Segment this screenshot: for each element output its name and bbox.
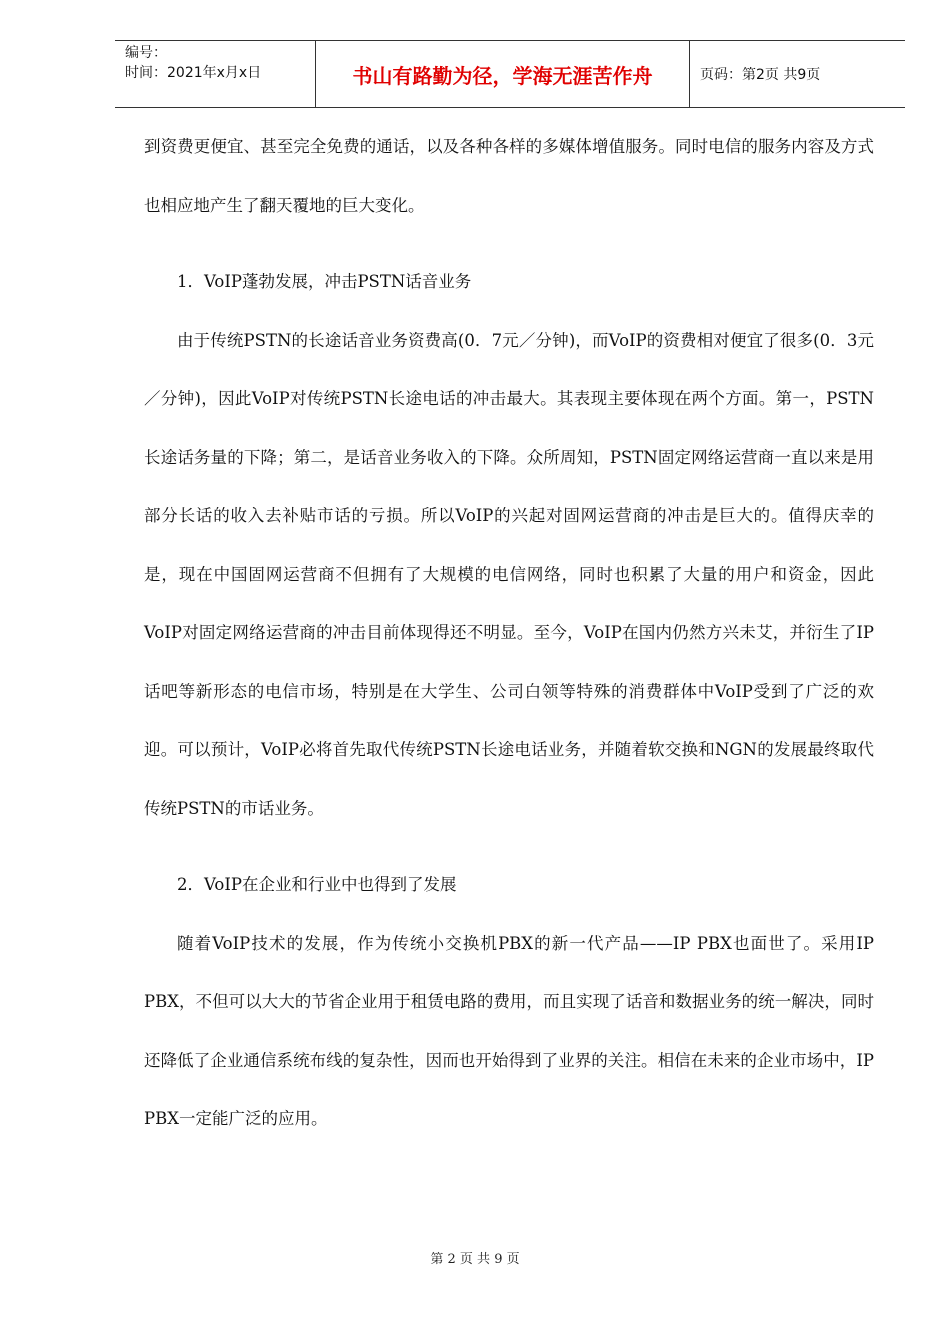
document-time-label: 时间：2021年x月x日 xyxy=(125,65,262,81)
page-footer: 第 2 页 共 9 页 xyxy=(430,1252,520,1267)
page-header xyxy=(115,40,905,108)
paragraph-section-2: 随着VoIP技术的发展，作为传统小交换机PBX的新一代产品——IP PBX也面世了。采用IP PBX，不但可以大大的节省企业用于租赁电路的费用，而且实现了话音和数据业务的统一解决，同时还降低了企业通信系统布线的复杂性，因而也开始得到了业界的关注。相信在未来的企业市场中，IP PBX一定能广泛的应用。 xyxy=(144,933,874,1128)
paragraph-continuation: 到资费更便宜、甚至完全免费的通话，以及各种各样的多媒体增值服务。同时电信的服务内容及方式也相应地产生了翻天覆地的巨大变化。 xyxy=(144,137,874,215)
header-motto: 书山有路勤为径，学海无涯苦作舟 xyxy=(316,41,690,107)
header-page-info: 页码：第2页 共9页 xyxy=(700,67,821,83)
section-heading-1: 1．VoIP蓬勃发展，冲击PSTN话音业务 xyxy=(177,272,472,291)
document-number-label: 编号： xyxy=(125,45,167,61)
document-body xyxy=(144,118,874,1149)
section-heading-2: 2．VoIP在企业和行业中也得到了发展 xyxy=(177,875,457,894)
paragraph-section-1: 由于传统PSTN的长途话音业务资费高(0．7元／分钟)，而VoIP的资费相对便宜了很多(0．3元／分钟)，因此VoIP对传统PSTN长途电话的冲击最大。其表现主要体现在两个方面。第一，PSTN长途话务量的下降；第二，是话音业务收入的下降。众所周知，PSTN固定网络运营商一直以来是用部分长话的收入去补贴市话的亏损。所以VoIP的兴起对固网运营商的冲击是巨大的。值得庆幸的是，现在中国固网运营商不但拥有了大规模的电信网络，同时也积累了大量的用户和资金，因此VoIP对固定网络运营商的冲击目前体现得还不明显。至今，VoIP在国内仍然方兴未艾，并衍生了IP话吧等新形态的电信市场，特别是在大学生、公司白领等特殊的消费群体中VoIP受到了广泛的欢迎。可以预计，VoIP必将首先取代传统PSTN长途电话业务，并随着软交换和NGN的发展最终取代传统PSTN的市话业务。 xyxy=(144,330,874,818)
header-meta xyxy=(115,41,316,107)
